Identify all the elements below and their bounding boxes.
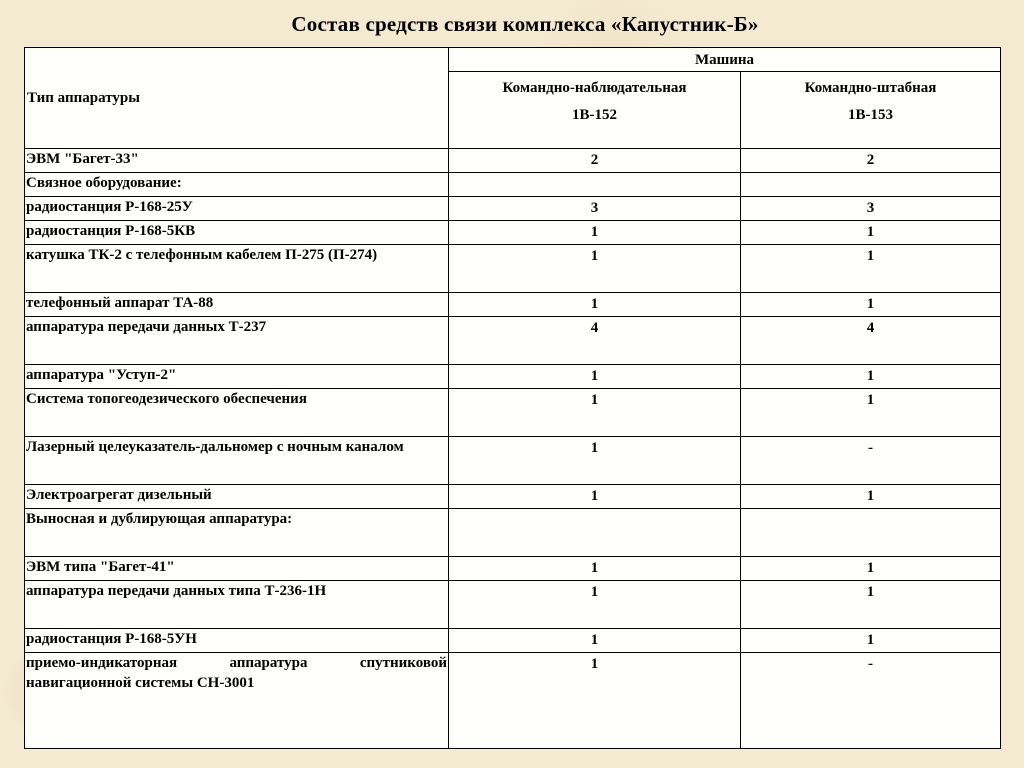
row-value-1v152: 1 bbox=[449, 629, 741, 653]
row-label: аппаратура "Уступ-2" bbox=[25, 365, 449, 389]
row-label: радиостанция Р-168-5УН bbox=[25, 629, 449, 653]
row-label: катушка ТК-2 с телефонным кабелем П-275 (П-274) bbox=[25, 245, 449, 293]
row-value-1v152: 1 bbox=[449, 293, 741, 317]
row-label: аппаратура передачи данных типа Т-236-1Н bbox=[25, 581, 449, 629]
row-value-1v153: 1 bbox=[741, 365, 1001, 389]
row-value-1v153 bbox=[741, 509, 1001, 557]
table-row bbox=[25, 173, 1001, 197]
row-value-1v152 bbox=[449, 173, 741, 197]
table-row bbox=[25, 365, 1001, 389]
table-row bbox=[25, 485, 1001, 509]
table-row bbox=[25, 197, 1001, 221]
row-value-1v152: 1 bbox=[449, 581, 741, 629]
row-value-1v153: 1 bbox=[741, 629, 1001, 653]
row-value-1v152: 3 bbox=[449, 197, 741, 221]
row-value-1v153: - bbox=[741, 437, 1001, 485]
table-row bbox=[25, 293, 1001, 317]
row-value-1v153: 4 bbox=[741, 317, 1001, 365]
row-label: радиостанция Р-168-5КВ bbox=[25, 221, 449, 245]
row-value-1v152: 4 bbox=[449, 317, 741, 365]
row-value-1v153: 1 bbox=[741, 293, 1001, 317]
table-row bbox=[25, 317, 1001, 365]
column-header-command-staff bbox=[741, 72, 1001, 149]
row-value-1v152: 1 bbox=[449, 485, 741, 509]
table-row bbox=[25, 389, 1001, 437]
row-value-1v153: 1 bbox=[741, 221, 1001, 245]
column-header-name: Командно-штабная bbox=[804, 80, 937, 96]
column-header-name: Командно-наблюдательная bbox=[502, 80, 687, 96]
row-value-1v152: 1 bbox=[449, 557, 741, 581]
row-value-1v153: 1 bbox=[741, 557, 1001, 581]
table-header-row bbox=[25, 48, 1001, 72]
row-value-1v153: - bbox=[741, 653, 1001, 749]
row-label: ЭВМ типа "Багет-41" bbox=[25, 557, 449, 581]
row-value-1v152: 2 bbox=[449, 149, 741, 173]
row-value-1v152: 1 bbox=[449, 437, 741, 485]
column-header-command-observation bbox=[449, 72, 741, 149]
table-row bbox=[25, 245, 1001, 293]
table-row bbox=[25, 629, 1001, 653]
table-row bbox=[25, 437, 1001, 485]
row-value-1v152: 1 bbox=[449, 389, 741, 437]
row-label: Лазерный целеуказатель-дальномер с ночным каналом bbox=[25, 437, 449, 485]
column-header-machine: Машина bbox=[449, 48, 1001, 72]
table-row bbox=[25, 581, 1001, 629]
row-label: телефонный аппарат ТА-88 bbox=[25, 293, 449, 317]
row-value-1v153: 1 bbox=[741, 485, 1001, 509]
row-label: Система топогеодезического обеспечения bbox=[25, 389, 449, 437]
table-row bbox=[25, 221, 1001, 245]
row-value-1v153: 1 bbox=[741, 245, 1001, 293]
column-header-code: 1В-153 bbox=[848, 107, 893, 123]
row-label: Электроагрегат дизельный bbox=[25, 485, 449, 509]
table-row bbox=[25, 509, 1001, 557]
column-header-code: 1В-152 bbox=[572, 107, 617, 123]
row-value-1v153: 1 bbox=[741, 389, 1001, 437]
row-value-1v152: 1 bbox=[449, 653, 741, 749]
row-label: радиостанция Р-168-25У bbox=[25, 197, 449, 221]
page-title: Состав средств связи комплекса «Капустник-Б» bbox=[291, 12, 759, 36]
row-label: аппаратура передачи данных Т-237 bbox=[25, 317, 449, 365]
row-value-1v153: 1 bbox=[741, 581, 1001, 629]
row-label: Связное оборудование: bbox=[25, 173, 449, 197]
table-row bbox=[25, 653, 1001, 749]
row-value-1v153: 3 bbox=[741, 197, 1001, 221]
row-label: Выносная и дублирующая аппаратура: bbox=[25, 509, 449, 557]
equipment-table bbox=[24, 47, 1001, 749]
column-header-type: Тип аппаратуры bbox=[25, 48, 449, 149]
row-label: ЭВМ "Багет-33" bbox=[25, 149, 449, 173]
row-value-1v152: 1 bbox=[449, 365, 741, 389]
row-value-1v152: 1 bbox=[449, 245, 741, 293]
row-value-1v153 bbox=[741, 173, 1001, 197]
table-row bbox=[25, 557, 1001, 581]
table-row bbox=[25, 149, 1001, 173]
row-value-1v152: 1 bbox=[449, 221, 741, 245]
row-value-1v152 bbox=[449, 509, 741, 557]
row-label: приемо-индикаторная аппаратура спутниковой навигационной системы СН-3001 bbox=[25, 653, 449, 749]
row-value-1v153: 2 bbox=[741, 149, 1001, 173]
